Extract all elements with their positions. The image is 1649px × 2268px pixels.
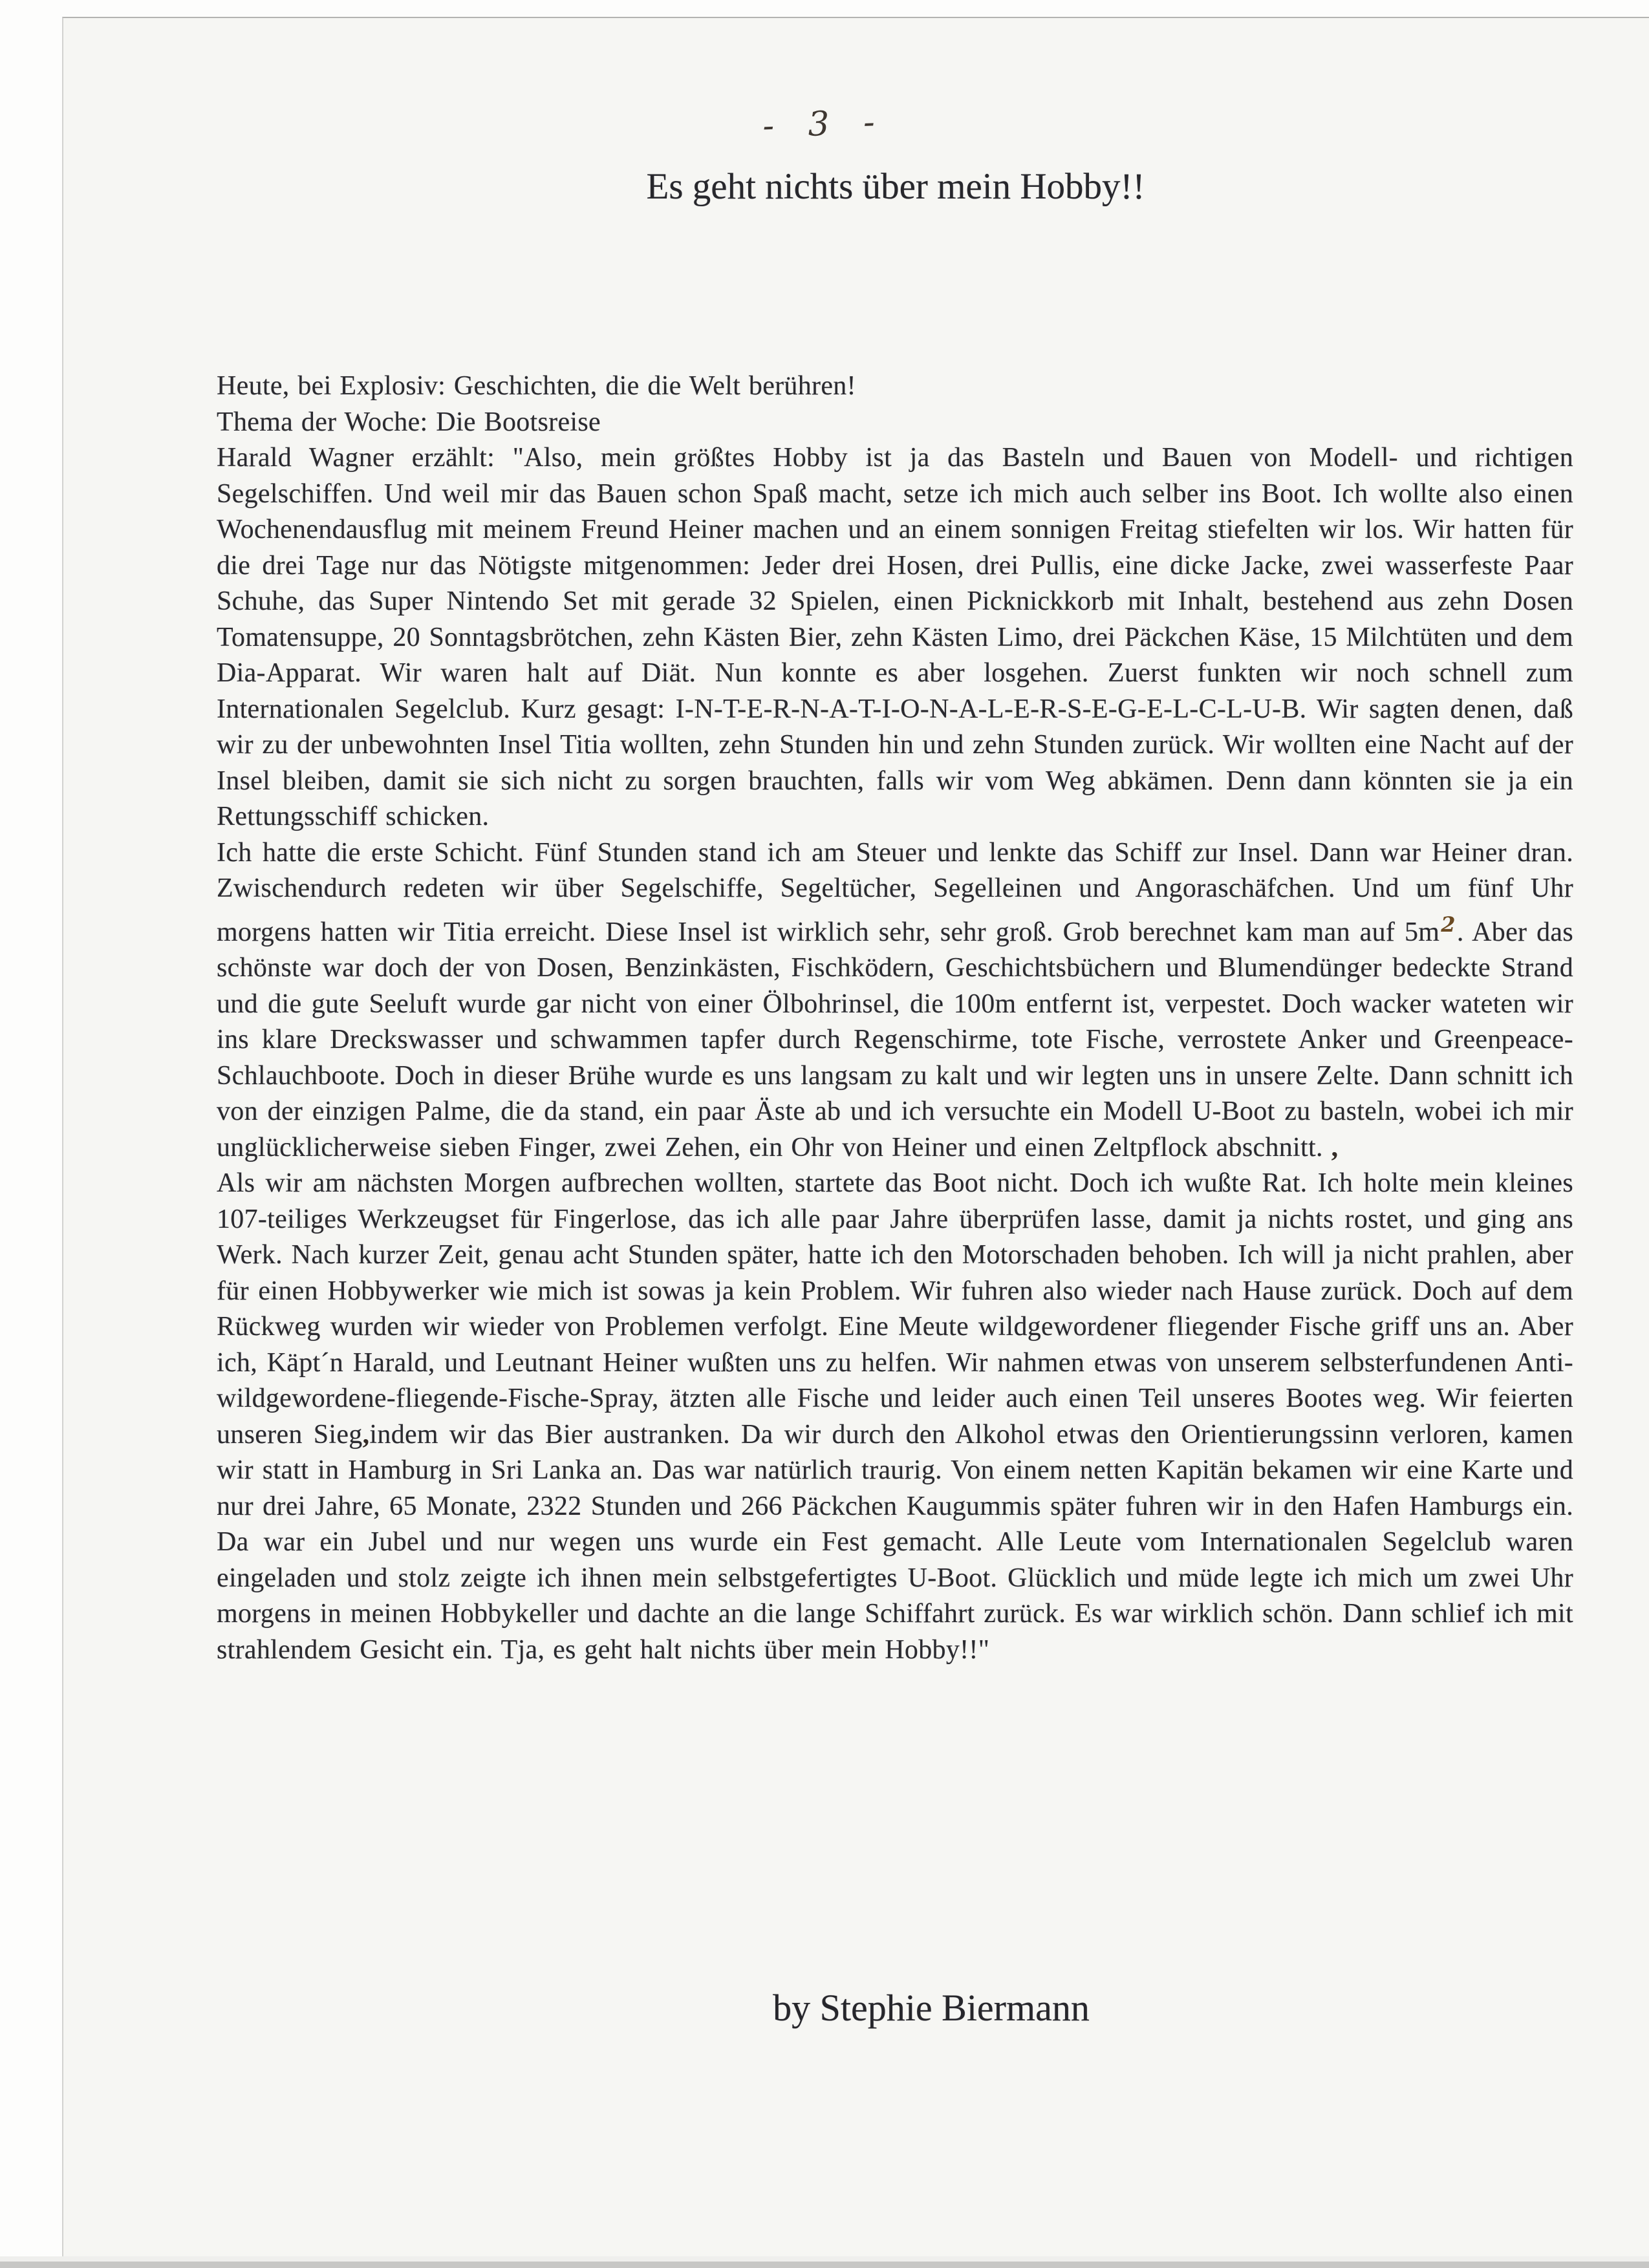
page-number-handwritten: - 3 - xyxy=(762,102,887,146)
story-title: Es geht nichts über mein Hobby!! xyxy=(646,166,1145,207)
story-paragraph xyxy=(217,835,1573,1166)
intro-line-show: Heute, bei Explosiv: Geschichten, die die Welt berühren! xyxy=(217,371,856,401)
story-body xyxy=(217,369,1573,1668)
story-text: Harald Wagner erzählt: "Also, mein größtes Hobby ist ja das Basteln und Bauen von Modell- und richtigen Segelschiffen. Und weil mir das Bauen schon Spaß macht, setze ich mich auch selber ins Boot. Ich wollte also einen Wochenendausflug mit meinem Freund Heiner machen und an einem sonnigen Freitag stiefelten wir los. Wir hatten für die drei Tage nur das Nötigste mitgenommen: Jeder drei Hosen, drei Pullis, eine dicke Jacke, zwei wasserfeste Paar Schuhe, das Super Nintendo Set mit gerade 32 Spielen, einen Picknickkorb mit Inhalt, bestehend aus zehn Dosen Tomatensuppe, 20 Sonntagsbrötchen, zehn Kästen Bier, zehn Kästen Limo, drei Päckchen Käse, 15 Milchtüten und dem Dia-Apparat. Wir waren halt auf Diät. Nun konnte es aber losgehen. Zuerst funkten wir noch schnell zum Internationalen Segelclub. Kurz gesagt: I-N-T-E-R-N-A-T-I-O-N-A-L-E-R-S-E-G-E-L-C-L-U-B. Wir sagten denen, daß wir zu der unbewohnten Insel Titia wollten, zehn Stunden hin und zehn Stunden zurück. Wir wollten eine Nacht auf der Insel bleiben, damit sie sich nicht zu sorgen brauchten, falls wir vom Weg abkämen. Denn dann könnten sie ja ein Rettungsschiff schicken. xyxy=(217,443,1573,831)
story-text: Ich hatte die erste Schicht. Fünf Stunden stand ich am Steuer und lenkte das Schiff zur Insel. Dann war Heiner dran. Zwischendurch redeten wir über Segelschiffe, Segeltücher, Segelleinen und Angoraschäfchen. Und um fünf Uhr morgens hatten wir Titia erreicht. Diese Insel ist wirklich sehr, sehr groß. Grob berechnet kam man auf 5m xyxy=(217,837,1573,947)
story-text: Als wir am nächsten Morgen aufbrechen wollten, startete das Boot nicht. Doch ich wußte Rat. Ich holte mein kleines 107-teiliges Werkzeugset für Fingerlose, das ich alle paar Jahre überprüfen lasse, damit ja nichts rostet, und ging ans Werk. Nach kurzer Zeit, genau acht Stunden später, hatte ich den Motorschaden behoben. Ich will ja nicht prahlen, aber für einen Hobbywerker wie mich ist sowas ja kein Problem. Wir fuhren also wieder nach Hause zurück. Doch auf dem Rückweg wurden wir wieder von Problemen verfolgt. Eine Meute wildgewordener fliegender Fische griff uns an. Aber ich, Käpt´n Harald, und Leutnant Heiner wußten uns zu helfen. Wir nahmen etwas von unserem selbsterfundenen Anti-wildgewordene-fliegende-Fische-Spray, ätzten alle Fische und leider auch einen Teil unseres Bootes weg. Wir feierten unseren Sieg xyxy=(217,1168,1573,1450)
story-text: indem wir das Bier austranken. Da wir durch den Alkohol etwas den Orientierungssinn verloren, kamen wir statt in Hamburg in Sri Lanka an. Das war natürlich traurig. Von einem netten Kapitän bekamen wir eine Karte und nur drei Jahre, 65 Monate, 2322 Stunden und 266 Päckchen Kaugummis später fuhren wir in den Hafen Hamburgs ein. Da war ein Jubel und nur wegen uns wurde ein Fest gemacht. Alle Leute vom Internationalen Segelclub waren eingeladen und stolz zeigte ich ihnen mein selbstgefertigtes U-Boot. Glücklich und müde legte ich mich um zwei Uhr morgens in meinen Hobbykeller und dachte an die lange Schiffahrt zurück. Es war wirklich schön. Dann schlief ich mit strahlendem Gesicht ein. Tja, es geht halt nichts über mein Hobby!!" xyxy=(217,1419,1573,1665)
handwritten-mark: , xyxy=(1322,1132,1339,1162)
story-paragraph xyxy=(217,1166,1573,1668)
story-paragraph xyxy=(217,440,1573,835)
story-paragraphs xyxy=(217,440,1573,1668)
handwritten-mark: , xyxy=(362,1419,370,1450)
handwritten-superscript: 2 xyxy=(1441,912,1456,937)
story-text: . Aber das schönste war doch der von Dosen, Benzinkästen, Fischködern, Geschichtsbüchern und Blumendünger bedeckte Strand und die gute Seeluft wurde gar nicht von einer Ölbohrinsel, die 100m entfernt ist, verpestet. Doch wacker wateten wir ins klare Dreckswasser und schwammen tapfer durch Regenschirme, tote Fische, verrostete Anker und Greenpeace-Schlauchboote. Doch in dieser Brühe wurde es uns langsam zu kalt und wir legten uns in unsere Zelte. Dann schnitt ich von der einzigen Palme, die da stand, ein paar Äste ab und ich versuchte ein Modell U-Boot zu basteln, wobei ich mir unglücklicherweise sieben Finger, zwei Zehen, ein Ohr von Heiner und einen Zeltpflock abschnitt. xyxy=(217,917,1573,1162)
scan-bottom-band-light xyxy=(0,2256,1649,2262)
scan-bottom-band-dark xyxy=(0,2262,1649,2268)
intro-line-theme: Thema der Woche: Die Bootsreise xyxy=(217,407,601,437)
byline: by Stephie Biermann xyxy=(773,1987,1090,2029)
